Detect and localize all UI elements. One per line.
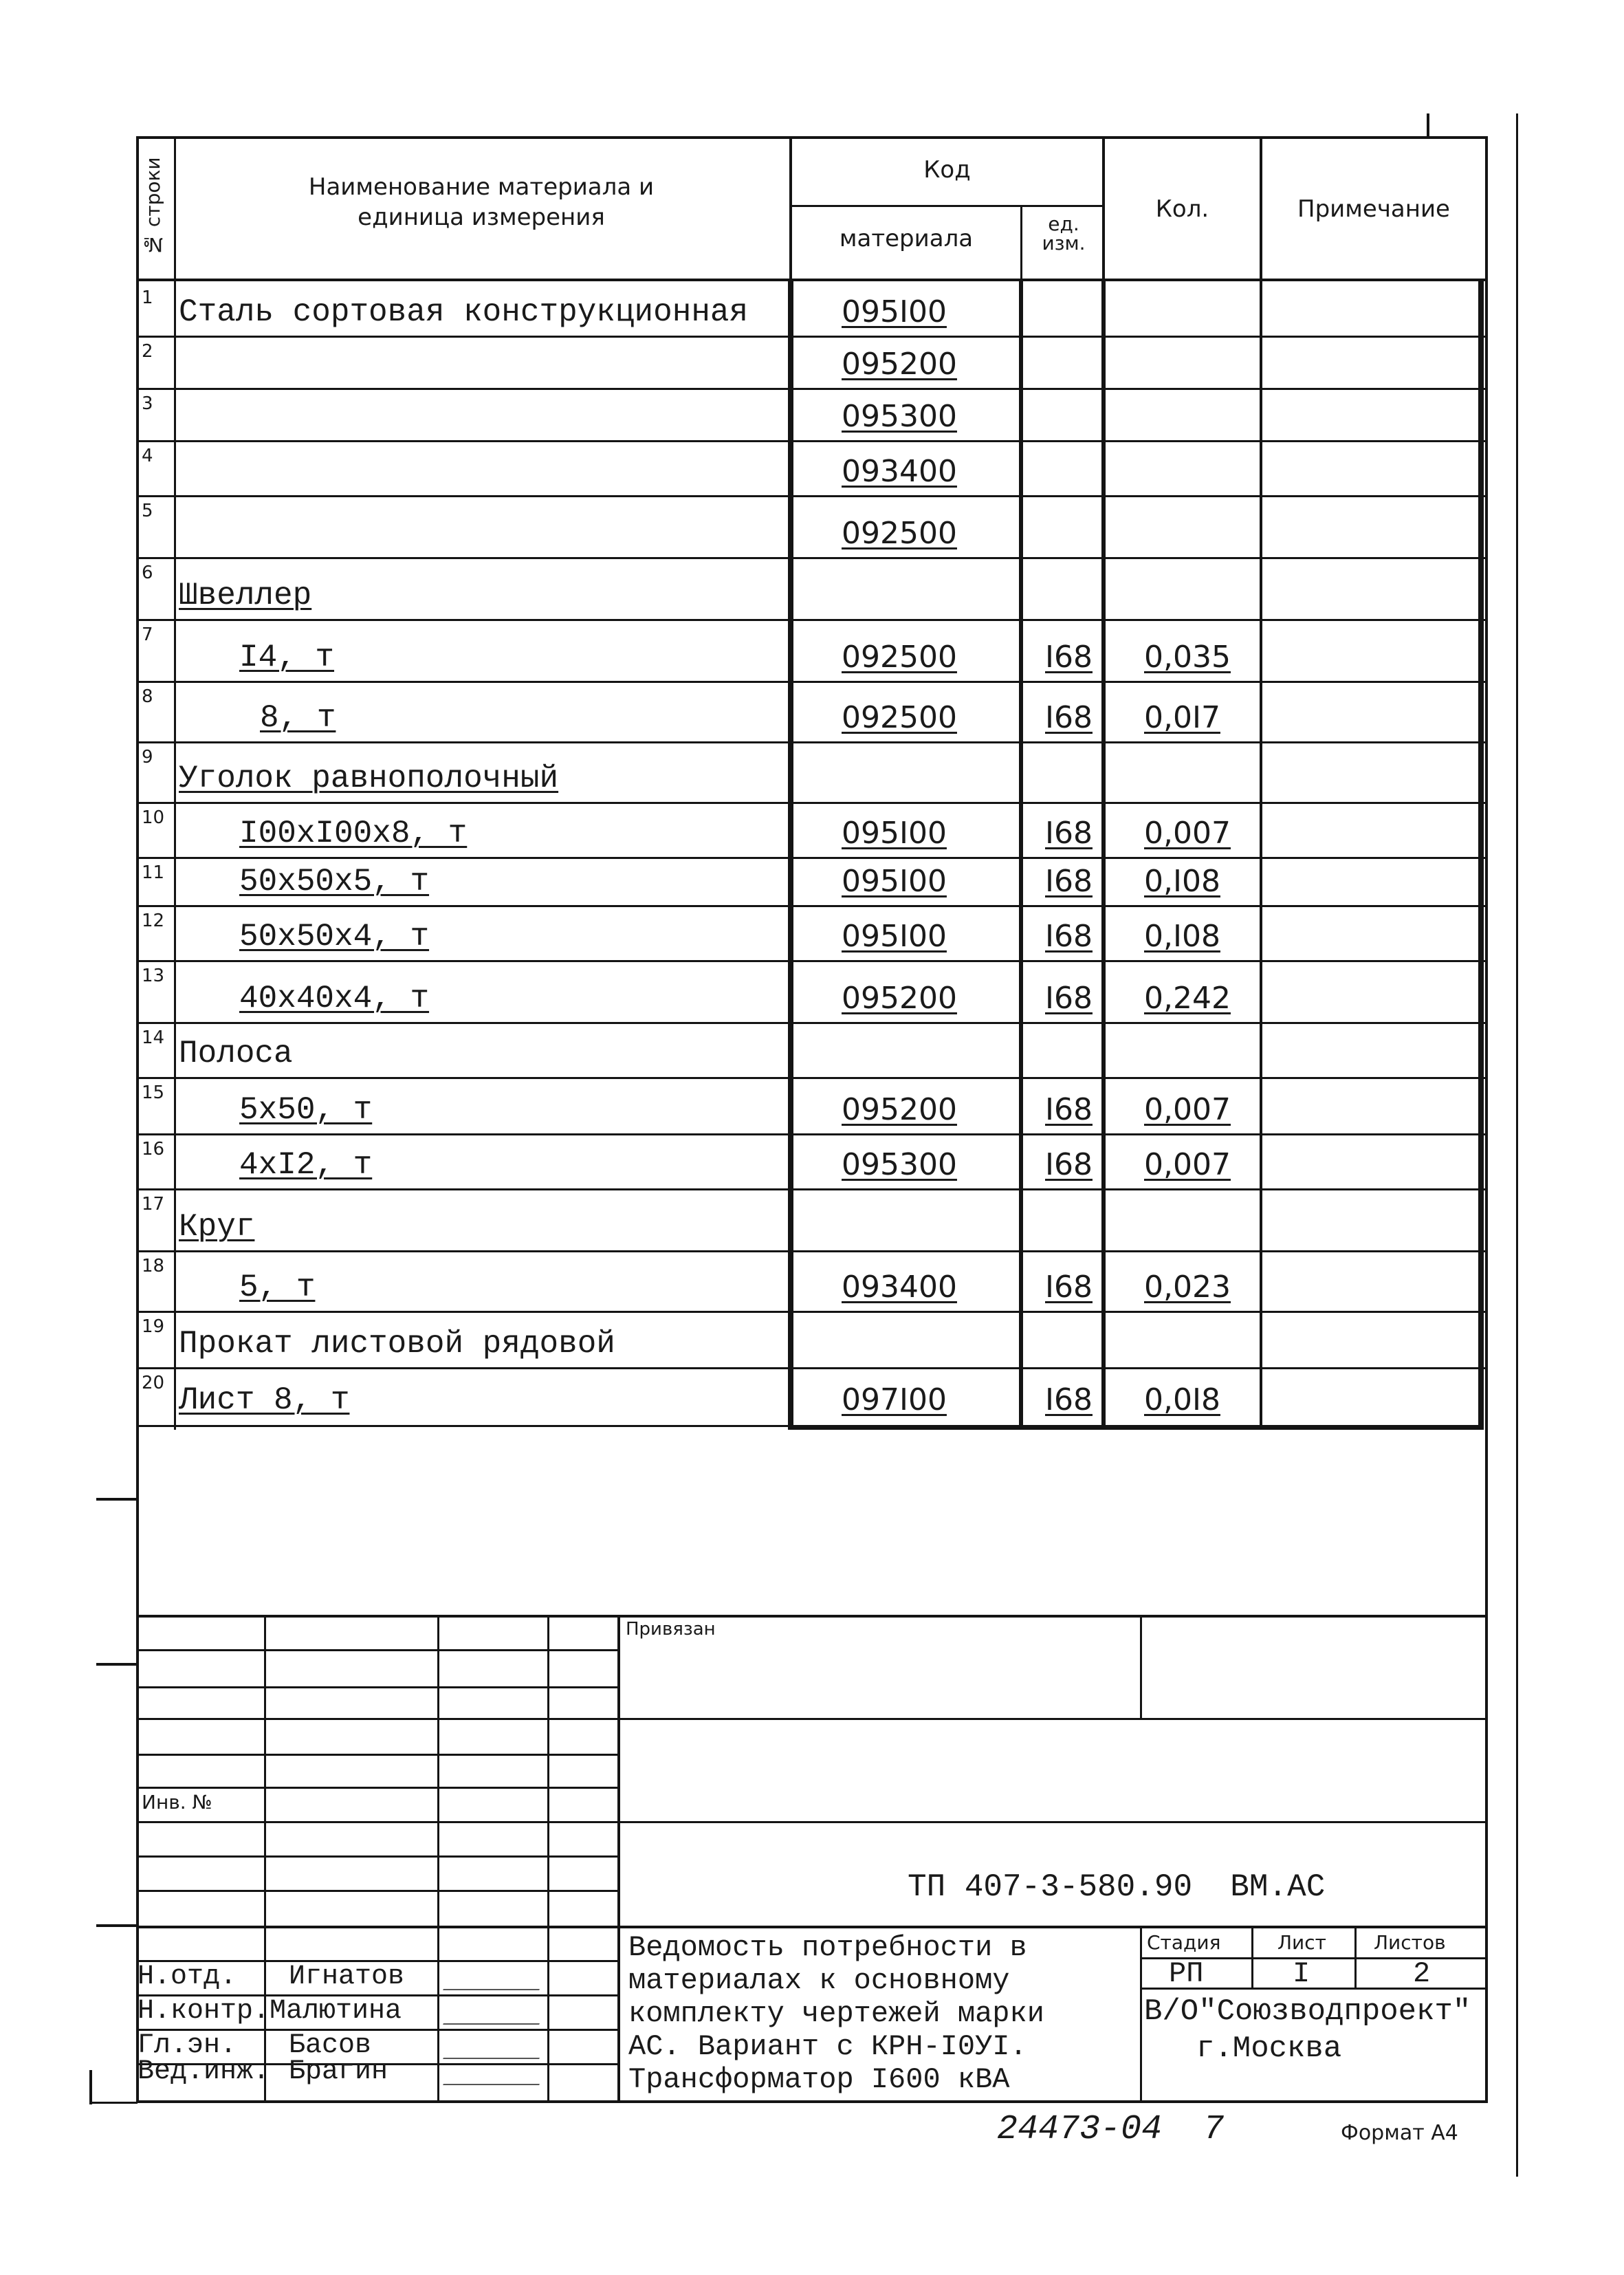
unit-code: I68	[1045, 1382, 1093, 1417]
material-name: Лист 8, т	[179, 1382, 350, 1418]
unit-code: I68	[1045, 1092, 1093, 1127]
table-row	[136, 1135, 1485, 1190]
quantity: 0,I08	[1144, 919, 1220, 954]
table-row	[136, 1078, 1485, 1135]
material-name: Сталь сортовая конструкционная	[179, 294, 749, 330]
tb-line-e	[136, 1787, 619, 1789]
material-name: Круг	[179, 1209, 255, 1245]
table-row	[136, 1369, 1485, 1425]
binding-mark-3	[96, 1924, 138, 1927]
material-name: 40x40x4, т	[239, 981, 430, 1016]
org-city: г.Москва	[1196, 2032, 1342, 2066]
material-name: 5x50, т	[239, 1092, 373, 1128]
table-row	[136, 682, 1485, 743]
material-name: Швеллер	[179, 578, 312, 613]
tb-line-b	[136, 1686, 619, 1688]
header-code-split	[791, 205, 1104, 207]
unit-code: I68	[1045, 700, 1093, 735]
material-code: 092500	[842, 516, 957, 551]
row-number: 14	[142, 1027, 165, 1048]
binding-mark-4	[89, 2070, 92, 2104]
page-edge-top-mark	[1427, 113, 1429, 138]
unit-code: I68	[1045, 919, 1093, 954]
table-row	[136, 1190, 1485, 1252]
header-code-material: материала	[839, 225, 974, 252]
row-number: 17	[142, 1194, 165, 1215]
material-name: I00xI00x8, т	[239, 816, 468, 851]
quantity: 0,007	[1144, 1147, 1231, 1182]
unit-code: I68	[1045, 1147, 1093, 1182]
row-number: 16	[142, 1139, 165, 1160]
row-number: 2	[142, 341, 153, 362]
tb-line-c	[136, 1718, 1488, 1720]
signature-name: Игнатов	[289, 1961, 405, 1992]
handwritten-signature	[443, 2063, 547, 2085]
row-number: 20	[142, 1373, 165, 1393]
material-code: 095I00	[842, 816, 947, 851]
unit-code: I68	[1045, 816, 1093, 851]
signature-role: Н.контр.	[138, 1996, 270, 2027]
signature-name: Малютина	[270, 1996, 402, 2027]
material-code: 095I00	[842, 294, 947, 329]
frame-top	[136, 136, 1488, 139]
handwritten-signature	[443, 1968, 547, 1990]
row-number: 8	[142, 686, 153, 707]
tb-v-4	[617, 1615, 620, 2103]
table-row	[136, 1023, 1485, 1078]
row-number: 9	[142, 747, 153, 768]
tb-line-h	[136, 1890, 619, 1892]
signature-role: Гл.эн.	[138, 2030, 237, 2061]
row-number: 4	[142, 446, 153, 466]
tb-v-1	[264, 1615, 266, 2103]
table-row	[136, 337, 1485, 389]
quantity: 0,0I7	[1144, 700, 1220, 735]
table-row	[136, 620, 1485, 682]
signature-role: Вед.инж.	[138, 2056, 270, 2087]
data-bottom-left	[136, 1425, 789, 1427]
tb-v-stage	[1140, 1926, 1142, 2100]
quantity: 0,007	[1144, 816, 1231, 851]
stage-value: РП	[1169, 1957, 1204, 1990]
row-number: 12	[142, 911, 165, 931]
row-number: 19	[142, 1316, 165, 1337]
table-row	[136, 1252, 1485, 1312]
material-name: 50x50x4, т	[239, 919, 430, 955]
table-row	[136, 389, 1485, 442]
material-code: 095200	[842, 347, 957, 382]
row-number: 13	[142, 966, 165, 986]
material-code: 092500	[842, 640, 957, 675]
row-number: 5	[142, 501, 153, 521]
header-code-group: Код	[923, 156, 971, 184]
material-code: 095I00	[842, 864, 947, 899]
header-bottom	[136, 279, 1488, 281]
table-row	[136, 743, 1485, 803]
quantity: 0,I08	[1144, 864, 1220, 899]
quantity: 0,023	[1144, 1270, 1231, 1305]
quantity: 0,242	[1144, 981, 1231, 1016]
quantity: 0,0I8	[1144, 1382, 1220, 1417]
header-code-unit: ед. изм.	[1042, 213, 1086, 254]
row-number: 15	[142, 1082, 165, 1103]
doc-code: ТП 407-3-580.90 ВМ.АС	[908, 1869, 1326, 1905]
material-code: 095300	[842, 1147, 957, 1182]
header-divider-row-no	[174, 136, 176, 282]
binding-mark-2	[96, 1663, 138, 1666]
table-row	[136, 558, 1485, 620]
material-name: 8, т	[260, 700, 336, 736]
material-code: 095200	[842, 1092, 957, 1127]
material-code: 093400	[842, 454, 957, 489]
material-code: 093400	[842, 1270, 957, 1305]
table-row	[136, 497, 1485, 558]
row-number: 7	[142, 624, 153, 645]
table-row	[136, 803, 1485, 858]
tb-v-3	[547, 1615, 549, 2103]
sheet-label: Лист	[1277, 1931, 1326, 1954]
material-code: 095200	[842, 981, 957, 1016]
signature-name: Басов	[289, 2030, 372, 2061]
material-name: Прокат листовой рядовой	[179, 1326, 615, 1362]
header-name: Наименование материала и единица измерения	[308, 173, 655, 231]
col-line-code-unit-hdr	[1020, 205, 1022, 281]
row-number: 11	[142, 862, 165, 883]
table-row	[136, 442, 1485, 497]
sheet-value: I	[1293, 1957, 1310, 1990]
format-label: Формат А4	[1341, 2121, 1458, 2145]
description-line: Трансформатор I600 кВА	[628, 2063, 1010, 2096]
material-name: 4xI2, т	[239, 1147, 373, 1183]
material-code: 097I00	[842, 1382, 947, 1417]
material-name: 50x50x5, т	[239, 864, 430, 900]
row-number: 18	[142, 1256, 165, 1276]
tb-line-d	[136, 1754, 619, 1756]
inv-label: Инв. №	[142, 1791, 212, 1814]
frame-right	[1485, 136, 1488, 2103]
material-name: I4, т	[239, 640, 335, 675]
tb-line-bottom	[136, 2100, 1488, 2103]
stage-label: Стадия	[1147, 1931, 1221, 1954]
description	[628, 1931, 1044, 2096]
unit-code: I68	[1045, 640, 1093, 675]
quantity: 0,007	[1144, 1092, 1231, 1127]
description-line: комплекту чертежей марки	[628, 1997, 1044, 2030]
tb-line-f	[136, 1821, 1488, 1823]
description-line: материалах к основному	[628, 1964, 1010, 1997]
table-row	[136, 961, 1485, 1023]
description-line: Ведомость потребности в	[628, 1931, 1027, 1964]
tb-line-top	[136, 1615, 1488, 1618]
tb-v-2	[437, 1615, 439, 2103]
row-number: 1	[142, 287, 153, 308]
handwritten-signature	[443, 2003, 547, 2025]
header-qty: Кол.	[1155, 195, 1209, 223]
tb-line-g	[136, 1855, 619, 1858]
table-row	[136, 858, 1485, 906]
material-name: Уголок равнополочный	[179, 761, 559, 796]
sheets-label: Листов	[1374, 1931, 1446, 1954]
quantity: 0,035	[1144, 640, 1231, 675]
material-name: Полоса	[179, 1036, 293, 1071]
org-name: В/О"Союзводпроект"	[1144, 1994, 1471, 2029]
page-edge-right	[1516, 113, 1518, 2177]
row-number: 6	[142, 563, 153, 583]
bottom-line	[89, 2102, 138, 2104]
unit-code: I68	[1045, 1270, 1093, 1305]
handwritten-signature	[443, 2037, 547, 2059]
tb-v-bound	[1140, 1615, 1142, 1718]
description-line: АС. Вариант с КРН-I0УI.	[628, 2030, 1027, 2063]
row-number: 10	[142, 807, 165, 828]
material-name: 5, т	[239, 1270, 316, 1305]
unit-code: I68	[1045, 864, 1093, 899]
material-code: 095I00	[842, 919, 947, 954]
table-row	[136, 906, 1485, 961]
tb-line-a	[136, 1649, 619, 1651]
unit-code: I68	[1045, 981, 1093, 1016]
bottom-code: 24473-04 7	[997, 2110, 1225, 2149]
bound-label: Привязан	[626, 1619, 716, 1640]
table-row	[136, 1312, 1485, 1369]
material-code: 095300	[842, 399, 957, 434]
signature-name: Брагин	[289, 2056, 388, 2087]
tb-line-i	[136, 1926, 1488, 1928]
sheets-value: 2	[1413, 1957, 1431, 1990]
table-row	[136, 283, 1485, 337]
signature-role: Н.отд.	[138, 1961, 237, 1992]
binding-mark-1	[96, 1498, 138, 1501]
header-note: Примечание	[1297, 195, 1450, 223]
header-row-no: № строки	[142, 157, 164, 256]
material-code: 092500	[842, 700, 957, 735]
box-bottom	[788, 1425, 1484, 1430]
row-number: 3	[142, 393, 153, 414]
